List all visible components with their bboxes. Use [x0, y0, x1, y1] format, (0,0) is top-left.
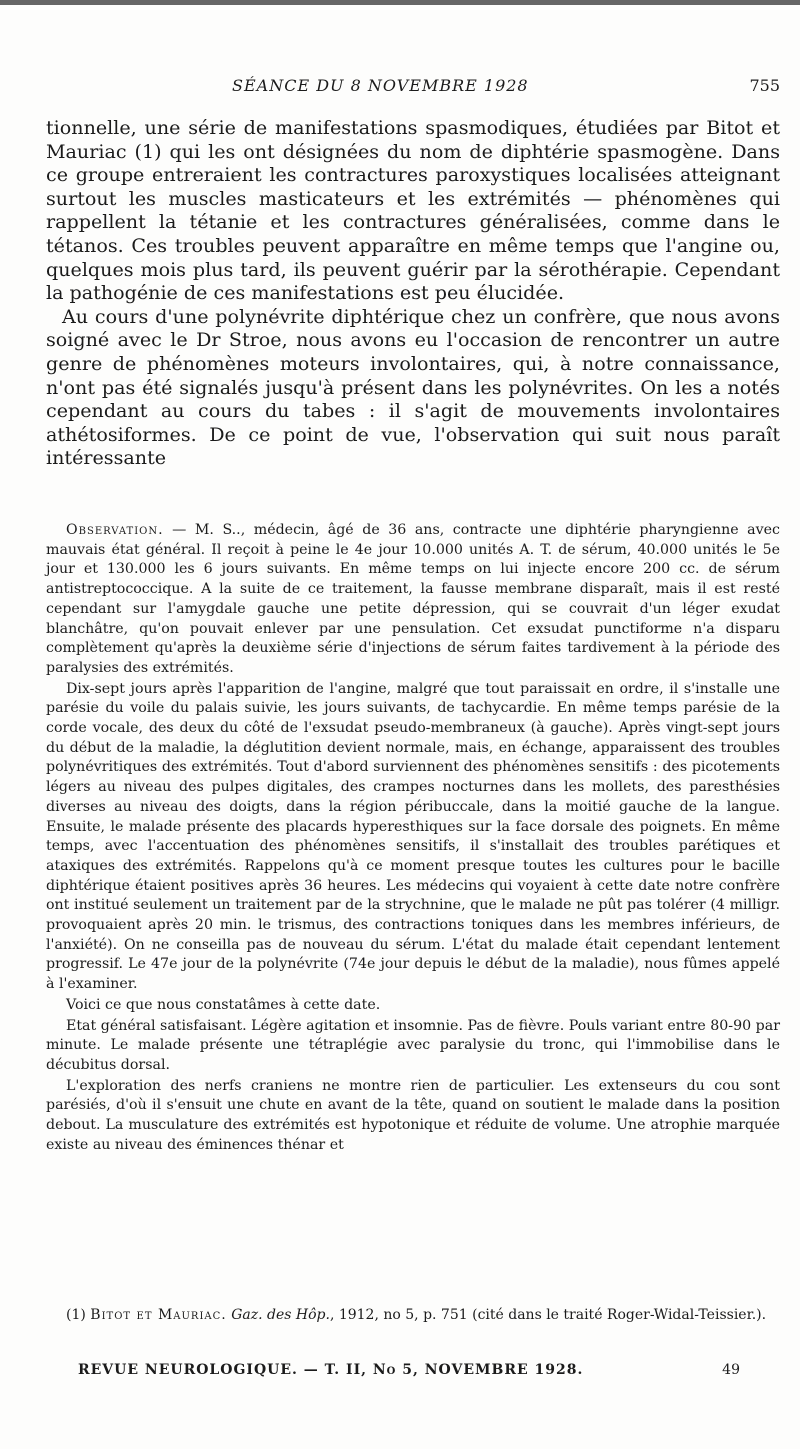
observation-paragraph-4: Etat général satisfaisant. Légère agitation et insomnie. Pas de fièvre. Pouls variant entre 80-90 par minute. Le malade présente une tétraplégie avec paralysie du tronc, qui l'immobilise dans le décubitus dorsal.: [46, 1017, 780, 1073]
running-title: SÉANCE DU 8 NOVEMBRE 1928: [232, 76, 529, 95]
footnote-authors: Bitot et Mauriac.: [90, 1307, 227, 1323]
observation-label: Observation.: [66, 522, 164, 538]
main-text: [46, 116, 780, 470]
paragraph-intro: Au cours d'une polynévrite diphtérique chez un confrère, que nous avons soigné avec le Dr Stroe, nous avons eu l'occasion de rencontrer un autre genre de phénomènes moteurs involontaires, qui, à notre connaissance, n'ont pas été signalés jusqu'à présent dans les polynévrites. On les a notés cependant au cours du tabes : il s'agit de mouvements involontaires athétosiformes. De ce point de vue, l'observation qui suit nous paraît intéressante: [46, 304, 780, 470]
footnote-rest: , 1912, no 5, p. 751 (cité dans le traité Roger-Widal-Teissier.).: [329, 1307, 767, 1323]
page-footer: [46, 1362, 780, 1382]
footnote: [46, 1306, 780, 1325]
scan-edge: [0, 0, 800, 5]
footnote-journal: Gaz. des Hôp.: [231, 1307, 330, 1323]
observation-paragraph-5: L'exploration des nerfs craniens ne montre rien de particulier. Les extenseurs du cou sont parésiés, d'où il s'ensuit une chute en avant de la tête, quand on soutient le malade dans la position debout. La musculature des extrémités est hypotonique et réduite de volume. Une atrophie marquée existe au niveau des éminences thénar et: [46, 1077, 780, 1153]
observation-paragraph-2: Dix-sept jours après l'apparition de l'angine, malgré que tout paraissait en ordre, il s'installe une parésie du voile du palais suivie, les jours suivants, de tachycardie. En même temps parésie de la corde vocale, des deux du côté de l'exsudat pseudo-membraneux (à gauche). Après vingt-sept jours du début de la maladie, la déglutition devient normale, mais, en échange, apparaissent des troubles polynévritiques des extrémités. Tout d'abord surviennent des phénomènes sensitifs : des picotements légers au niveau des pulpes digitales, des crampes nocturnes dans les mollets, des paresthésies diverses au niveau des doigts, dans la région péribuccale, dans la moitié gauche de la langue. Ensuite, le malade présente des placards hyperesthiques sur la face dorsale des poignets. En même temps, avec l'accentuation des phénomènes sensitifs, il s'installait des troubles parétiques et ataxiques des extrémités. Rappelons qu'à ce moment presque toutes les cultures pour le bacille diphtérique étaient positives après 36 heures. Les médecins qui voyaient à cette date notre confrère ont institué seulement un traitement par de la strychnine, que le malade ne pût pas tolérer (4 milligr. provoquaient après 20 min. le trismus, des contractions toniques dans les membres inférieurs, de l'anxiété). On ne conseilla pas de nouveau du sérum. L'état du malade était cependant lentement progressif. Le 47e jour de la polynévrite (74e jour depuis le début de la maladie), nous fûmes appelé à l'examiner.: [46, 680, 780, 993]
page-number: 755: [749, 76, 780, 95]
observation-paragraph-1: [46, 521, 780, 679]
observation-text-1: — M. S.., médecin, âgé de 36 ans, contracte une diphtérie pharyngienne avec mauvais état général. Il reçoit à peine le 4e jour 10.000 unités A. T. de sérum, 40.000 unités le 5e jour et 130.000 les 6 jours suivants. En même temps on lui injecte encore 200 cc. de sérum antistreptococcique. A la suite de ce traitement, la fausse membrane disparaît, mais il est resté cependant sur l'amygdale gauche une petite dépression, qui se couvrait d'un léger exudat blanchâtre, qu'on pouvait enlever par une pensulation. Cet exsudat punctiforme n'a disparu complètement qu'après la deuxième série d'injections de sérum faites tardivement à la période des paralysies des extrémités.: [46, 522, 780, 676]
footnote-marker: (1): [66, 1307, 86, 1323]
observation-section: [46, 521, 780, 1157]
observation-paragraph-3: Voici ce que nous constatâmes à cette date.: [66, 996, 381, 1013]
footer-journal: REVUE NEUROLOGIQUE. — T. II, No 5, NOVEMBRE 1928.: [78, 1362, 584, 1378]
running-header: [46, 76, 780, 100]
signature-mark: 49: [722, 1362, 740, 1378]
paragraph-continuation: tionnelle, une série de manifestations spasmodiques, étudiées par Bitot et Mauriac (1) qui les ont désignées du nom de diphtérie spasmogène. Dans ce groupe entreraient les contractures paroxystiques localisées atteignant surtout les muscles masticateurs et les extrémités — phénomènes qui rappellent la tétanie et les contractures généralisées, comme dans le tétanos. Ces troubles peuvent apparaître en même temps que l'angine ou, quelques mois plus tard, ils peuvent guérir par la sérothérapie. Cependant la pathogénie de ces manifestations est peu élucidée.: [46, 116, 780, 305]
